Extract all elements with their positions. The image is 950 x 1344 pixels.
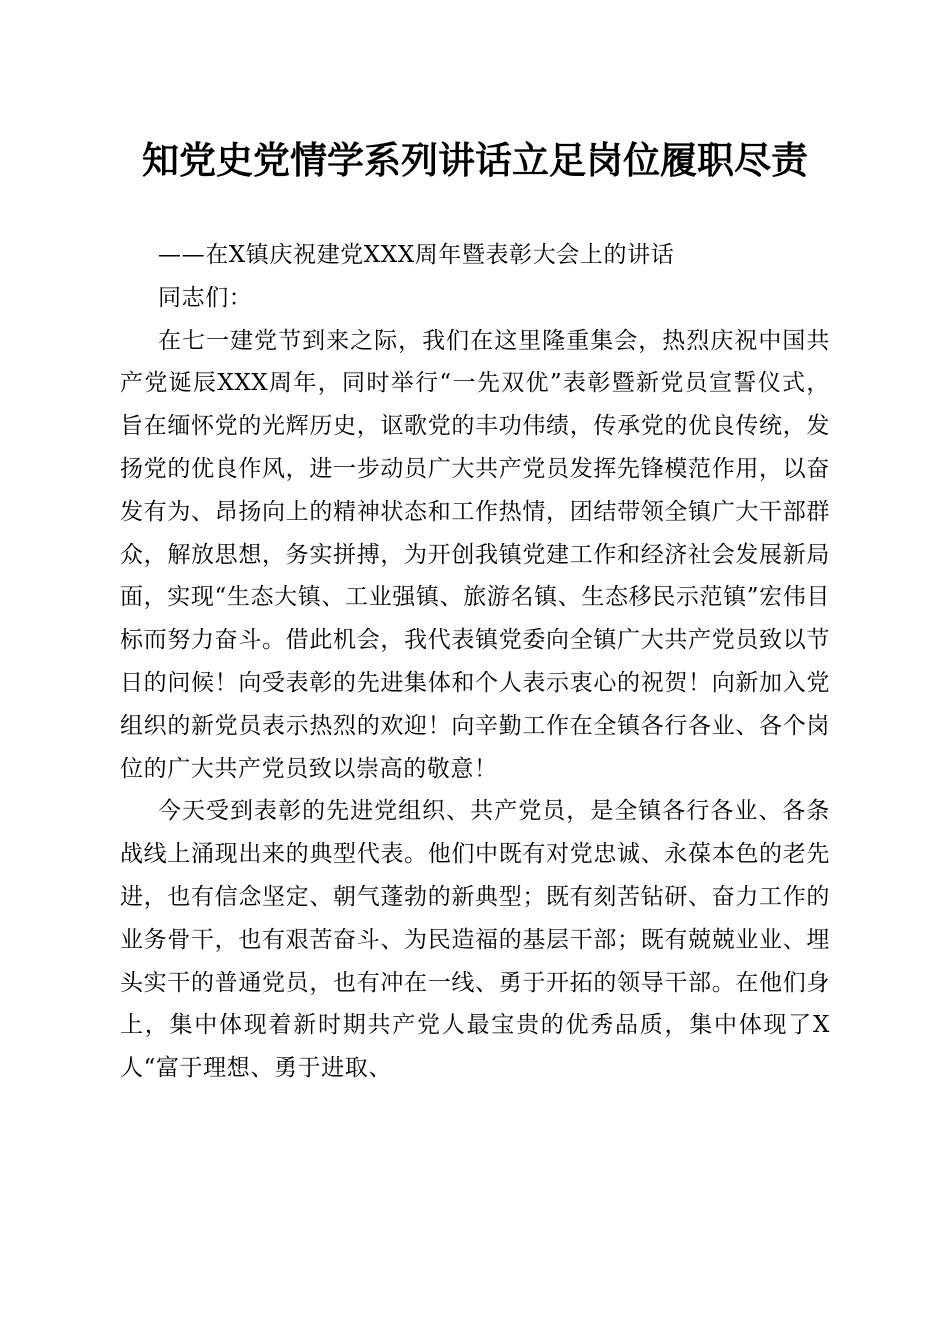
document-body [120, 234, 830, 1090]
paragraph: 今天受到表彰的先进党组织、共产党员，是全镇各行各业、各条战线上涌现出来的典型代表。他们中既有对党忠诚、永葆本色的老先进，也有信念坚定、朝气蓬勃的新典型；既有刻苦钻研、奋力工作的业务骨干，也有艰苦奋斗、为民造福的基层干部；既有兢兢业业、埋头实干的普通党员，也有冲在一线、勇于开拓的领导干部。在他们身上，集中体现着新时期共产党人最宝贵的优秀品质，集中体现了X人“富于理想、勇于进取、 [120, 798, 830, 1082]
document-title: 知党史党情学系列讲话立足岗位履职尽责 [142, 138, 808, 182]
document-subtitle: ——在X镇庆祝建党XXX周年暨表彰大会上的讲话 [158, 242, 675, 268]
salutation: 同志们： [158, 284, 253, 311]
paragraph: 在七一建党节到来之际，我们在这里隆重集会，热烈庆祝中国共产党诞辰XXX周年，同时举行“一先双优”表彰暨新党员宣誓仪式，旨在缅怀党的光辉历史，讴歌党的丰功伟绩，传承党的优良传统，发扬党的优良作风，进一步动员广大共产党员发挥先锋模范作用，以奋发有为、昂扬向上的精神状态和工作热情，团结带领全镇广大干部群众，解放思想，务实拼搏，为开创我镇党建工作和经济社会发展新局面，实现“生态大镇、工业强镇、旅游名镇、生态移民示范镇”宏伟目标而努力奋斗。借此机会，我代表镇党委向全镇广大共产党员致以节日的问候！向受表彰的先进集体和个人表示衷心的祝贺！向新加入党组织的新党员表示热烈的欢迎！向辛勤工作在全镇各行各业、各个岗位的广大共产党员致以崇高的敬意！ [120, 327, 830, 782]
